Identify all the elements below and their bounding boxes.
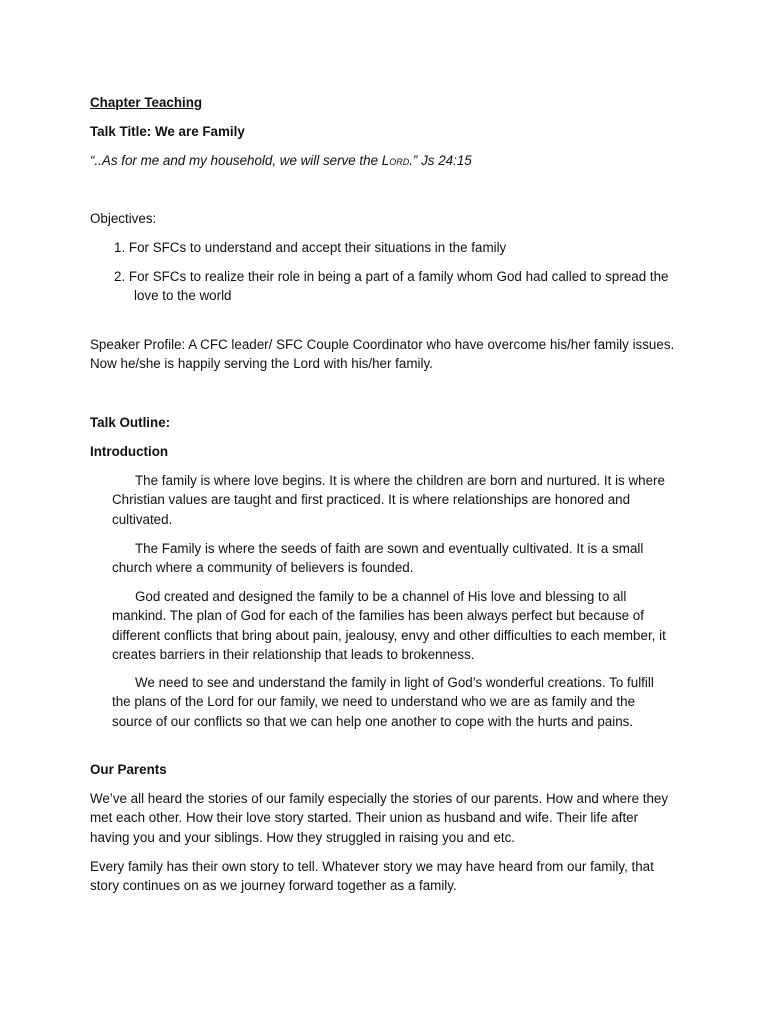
our-parents-paragraph-2: Every family has their own story to tell. Whatever story we may have heard from our family, that story continues on as we journey forward together as a family. xyxy=(90,859,654,894)
verse-quote-suffix: .” Js 24:15 xyxy=(409,153,472,168)
talk-title: Talk Title: We are Family xyxy=(90,124,245,139)
verse-quote-lord: Lord xyxy=(381,153,410,168)
introduction-paragraph-3: God created and designed the family to be a channel of His love and blessing to all mankind. The plan of God for each of the families has been always perfect but because of different conflicts that bring about pain, jealousy, envy and other difficulties to each member, it creates barriers in their relationship that leads to brokenness. xyxy=(112,589,666,662)
introduction-paragraph-2: The Family is where the seeds of faith are sown and eventually cultivated. It is a small church where a community of believers is founded. xyxy=(112,541,644,576)
objective-item-1: 1. For SFCs to understand and accept their situations in the family xyxy=(114,240,507,255)
our-parents-paragraph-1: We’ve all heard the stories of our family especially the stories of our parents. How and where they met each other. How their love story started. Their union as husband and wife. Their life after having you and your siblings. How they struggled in raising you and etc. xyxy=(90,791,669,845)
objective-item-2: 2. For SFCs to realize their role in being a part of a family whom God had called to spread the love to the world xyxy=(114,269,669,304)
objectives-label: Objectives: xyxy=(90,211,157,226)
verse-quote-prefix: “..As for me and my household, we will serve the xyxy=(90,153,382,168)
introduction-heading: Introduction xyxy=(90,444,169,459)
introduction-paragraph-4: We need to see and understand the family in light of God’s wonderful creations. To fulfill the plans of the Lord for our family, we need to understand who we are as family and the source of our conflicts so that we can help one another to cope with the hurts and pains. xyxy=(112,675,654,729)
our-parents-heading: Our Parents xyxy=(90,762,167,777)
speaker-profile: Speaker Profile: A CFC leader/ SFC Couple Coordinator who have overcome his/her family issues. Now he/she is happily serving the Lord with his/her family. xyxy=(90,337,675,372)
chapter-heading: Chapter Teaching xyxy=(90,95,203,110)
introduction-paragraph-1: The family is where love begins. It is where the children are born and nurtured. It is where Christian values are taught and first practiced. It is where relationships are honored and cultivated. xyxy=(112,473,665,527)
verse-quote xyxy=(90,151,680,170)
talk-outline-label: Talk Outline: xyxy=(90,415,171,430)
